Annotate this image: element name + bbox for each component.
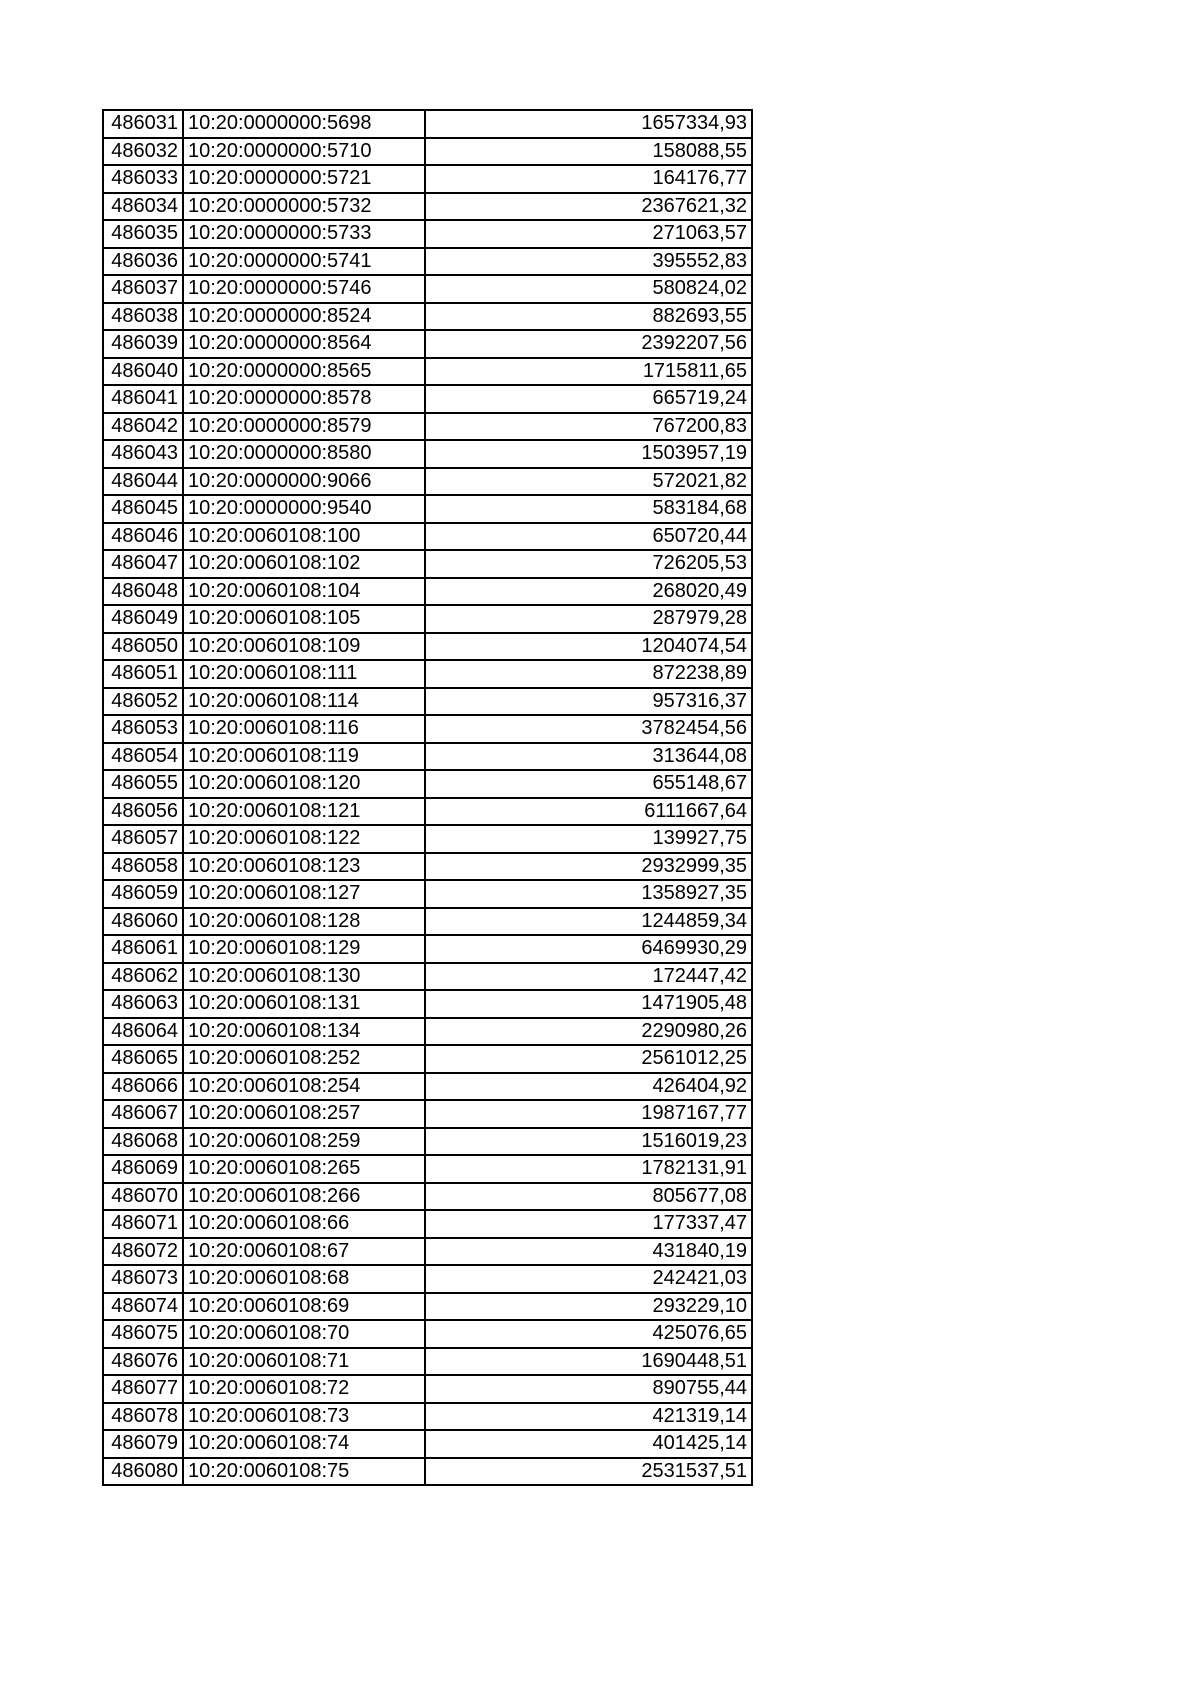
cadastral-value-cell: 1690448,51: [425, 1348, 752, 1376]
cadastral-value-cell: 1503957,19: [425, 440, 752, 468]
row-number-cell: 486035: [103, 220, 183, 248]
cadastral-number-cell: 10:20:0060108:102: [183, 550, 425, 578]
cadastral-value-cell: 2531537,51: [425, 1458, 752, 1486]
cadastral-value-cell: 2290980,26: [425, 1018, 752, 1046]
cadastral-number-cell: 10:20:0000000:5741: [183, 248, 425, 276]
cadastral-number-cell: 10:20:0060108:71: [183, 1348, 425, 1376]
table-row: [103, 1155, 752, 1183]
cadastral-number-cell: 10:20:0000000:8565: [183, 358, 425, 386]
table-row: [103, 935, 752, 963]
table-row: [103, 1100, 752, 1128]
cadastral-value-cell: 2392207,56: [425, 330, 752, 358]
cadastral-value-cell: 1987167,77: [425, 1100, 752, 1128]
cadastral-number-cell: 10:20:0060108:111: [183, 660, 425, 688]
table-row: [103, 1210, 752, 1238]
cadastral-value-cell: 268020,49: [425, 578, 752, 606]
table-row: [103, 523, 752, 551]
row-number-cell: 486050: [103, 633, 183, 661]
row-number-cell: 486031: [103, 110, 183, 138]
cadastral-number-cell: 10:20:0060108:75: [183, 1458, 425, 1486]
cadastral-number-cell: 10:20:0060108:123: [183, 853, 425, 881]
cadastral-value-cell: 1358927,35: [425, 880, 752, 908]
cadastral-number-cell: 10:20:0060108:129: [183, 935, 425, 963]
cadastral-number-cell: 10:20:0000000:5746: [183, 275, 425, 303]
table-row: [103, 550, 752, 578]
cadastral-number-cell: 10:20:0060108:257: [183, 1100, 425, 1128]
row-number-cell: 486063: [103, 990, 183, 1018]
cadastral-value-cell: 177337,47: [425, 1210, 752, 1238]
cadastral-number-cell: 10:20:0060108:259: [183, 1128, 425, 1156]
row-number-cell: 486043: [103, 440, 183, 468]
table-row: [103, 1183, 752, 1211]
table-row: [103, 193, 752, 221]
table-row: [103, 1018, 752, 1046]
table-row: [103, 358, 752, 386]
cadastral-value-cell: 1516019,23: [425, 1128, 752, 1156]
row-number-cell: 486052: [103, 688, 183, 716]
row-number-cell: 486042: [103, 413, 183, 441]
row-number-cell: 486051: [103, 660, 183, 688]
row-number-cell: 486062: [103, 963, 183, 991]
row-number-cell: 486053: [103, 715, 183, 743]
cadastral-number-cell: 10:20:0060108:122: [183, 825, 425, 853]
table-row: [103, 1293, 752, 1321]
table-row: [103, 1375, 752, 1403]
cadastral-number-cell: 10:20:0000000:9066: [183, 468, 425, 496]
cadastral-number-cell: 10:20:0060108:265: [183, 1155, 425, 1183]
table-row: [103, 440, 752, 468]
cadastral-value-cell: 957316,37: [425, 688, 752, 716]
cadastral-value-cell: 2367621,32: [425, 193, 752, 221]
cadastral-value-cell: 1657334,93: [425, 110, 752, 138]
cadastral-value-cell: 313644,08: [425, 743, 752, 771]
cadastral-number-cell: 10:20:0060108:114: [183, 688, 425, 716]
row-number-cell: 486037: [103, 275, 183, 303]
cadastral-value-cell: 395552,83: [425, 248, 752, 276]
document-page: [102, 109, 753, 1486]
row-number-cell: 486039: [103, 330, 183, 358]
cadastral-number-cell: 10:20:0060108:119: [183, 743, 425, 771]
table-row: [103, 853, 752, 881]
cadastral-number-cell: 10:20:0060108:74: [183, 1430, 425, 1458]
row-number-cell: 486058: [103, 853, 183, 881]
cadastral-value-cell: 431840,19: [425, 1238, 752, 1266]
row-number-cell: 486045: [103, 495, 183, 523]
table-row: [103, 825, 752, 853]
table-row: [103, 165, 752, 193]
cadastral-value-cell: 6469930,29: [425, 935, 752, 963]
table-row: [103, 1430, 752, 1458]
row-number-cell: 486071: [103, 1210, 183, 1238]
row-number-cell: 486059: [103, 880, 183, 908]
cadastral-number-cell: 10:20:0000000:5733: [183, 220, 425, 248]
cadastral-value-cell: 580824,02: [425, 275, 752, 303]
table-row: [103, 330, 752, 358]
table-row: [103, 798, 752, 826]
cadastral-number-cell: 10:20:0060108:70: [183, 1320, 425, 1348]
table-row: [103, 110, 752, 138]
row-number-cell: 486047: [103, 550, 183, 578]
row-number-cell: 486065: [103, 1045, 183, 1073]
row-number-cell: 486076: [103, 1348, 183, 1376]
row-number-cell: 486080: [103, 1458, 183, 1486]
row-number-cell: 486070: [103, 1183, 183, 1211]
cadastral-value-cell: 890755,44: [425, 1375, 752, 1403]
row-number-cell: 486069: [103, 1155, 183, 1183]
cadastral-number-cell: 10:20:0060108:128: [183, 908, 425, 936]
table-row: [103, 633, 752, 661]
cadastral-value-cell: 665719,24: [425, 385, 752, 413]
table-row: [103, 220, 752, 248]
table-row: [103, 1128, 752, 1156]
table-row: [103, 1320, 752, 1348]
cadastral-value-cell: 293229,10: [425, 1293, 752, 1321]
cadastral-value-cell: 172447,42: [425, 963, 752, 991]
cadastral-value-cell: 1204074,54: [425, 633, 752, 661]
cadastral-value-cell: 2932999,35: [425, 853, 752, 881]
cadastral-number-cell: 10:20:0060108:109: [183, 633, 425, 661]
table-row: [103, 1045, 752, 1073]
table-row: [103, 248, 752, 276]
table-row: [103, 1073, 752, 1101]
row-number-cell: 486033: [103, 165, 183, 193]
cadastral-value-cell: 1244859,34: [425, 908, 752, 936]
cadastral-value-cell: 6111667,64: [425, 798, 752, 826]
cadastral-number-cell: 10:20:0060108:121: [183, 798, 425, 826]
table-row: [103, 468, 752, 496]
cadastral-number-cell: 10:20:0000000:5732: [183, 193, 425, 221]
cadastral-number-cell: 10:20:0060108:73: [183, 1403, 425, 1431]
row-number-cell: 486061: [103, 935, 183, 963]
cadastral-value-cell: 164176,77: [425, 165, 752, 193]
row-number-cell: 486068: [103, 1128, 183, 1156]
cadastral-value-cell: 426404,92: [425, 1073, 752, 1101]
row-number-cell: 486073: [103, 1265, 183, 1293]
cadastral-number-cell: 10:20:0060108:266: [183, 1183, 425, 1211]
table-row: [103, 385, 752, 413]
cadastral-value-cell: 805677,08: [425, 1183, 752, 1211]
cadastral-value-cell: 872238,89: [425, 660, 752, 688]
cadastral-number-cell: 10:20:0060108:100: [183, 523, 425, 551]
row-number-cell: 486048: [103, 578, 183, 606]
cadastral-value-cell: 158088,55: [425, 138, 752, 166]
cadastral-value-cell: 882693,55: [425, 303, 752, 331]
row-number-cell: 486078: [103, 1403, 183, 1431]
table-row: [103, 715, 752, 743]
row-number-cell: 486038: [103, 303, 183, 331]
table-row: [103, 660, 752, 688]
cadastral-number-cell: 10:20:0060108:66: [183, 1210, 425, 1238]
cadastral-value-cell: 650720,44: [425, 523, 752, 551]
cadastral-value-cell: 572021,82: [425, 468, 752, 496]
cadastral-number-cell: 10:20:0000000:8580: [183, 440, 425, 468]
row-number-cell: 486064: [103, 1018, 183, 1046]
cadastral-number-cell: 10:20:0060108:104: [183, 578, 425, 606]
table-row: [103, 605, 752, 633]
cadastral-value-cell: 3782454,56: [425, 715, 752, 743]
row-number-cell: 486055: [103, 770, 183, 798]
table-body: [103, 110, 752, 1485]
cadastral-value-cell: 2561012,25: [425, 1045, 752, 1073]
row-number-cell: 486074: [103, 1293, 183, 1321]
cadastral-number-cell: 10:20:0060108:134: [183, 1018, 425, 1046]
cadastral-value-cell: 1782131,91: [425, 1155, 752, 1183]
cadastral-number-cell: 10:20:0060108:254: [183, 1073, 425, 1101]
table-row: [103, 578, 752, 606]
row-number-cell: 486056: [103, 798, 183, 826]
table-row: [103, 275, 752, 303]
cadastral-value-cell: 139927,75: [425, 825, 752, 853]
table-row: [103, 303, 752, 331]
table-row: [103, 1403, 752, 1431]
cadastral-number-cell: 10:20:0000000:8564: [183, 330, 425, 358]
table-row: [103, 880, 752, 908]
row-number-cell: 486032: [103, 138, 183, 166]
row-number-cell: 486075: [103, 1320, 183, 1348]
row-number-cell: 486077: [103, 1375, 183, 1403]
cadastral-number-cell: 10:20:0000000:8579: [183, 413, 425, 441]
cadastral-value-cell: 287979,28: [425, 605, 752, 633]
cadastral-value-cell: 655148,67: [425, 770, 752, 798]
row-number-cell: 486036: [103, 248, 183, 276]
cadastral-number-cell: 10:20:0060108:116: [183, 715, 425, 743]
cadastral-number-cell: 10:20:0060108:105: [183, 605, 425, 633]
table-row: [103, 1265, 752, 1293]
table-row: [103, 495, 752, 523]
cadastral-value-cell: 421319,14: [425, 1403, 752, 1431]
table-row: [103, 688, 752, 716]
cadastral-number-cell: 10:20:0060108:131: [183, 990, 425, 1018]
cadastral-number-cell: 10:20:0060108:69: [183, 1293, 425, 1321]
cadastral-value-cell: 583184,68: [425, 495, 752, 523]
cadastral-value-cell: 1471905,48: [425, 990, 752, 1018]
cadastral-number-cell: 10:20:0060108:127: [183, 880, 425, 908]
table-row: [103, 1458, 752, 1486]
row-number-cell: 486066: [103, 1073, 183, 1101]
table-row: [103, 413, 752, 441]
row-number-cell: 486046: [103, 523, 183, 551]
table-row: [103, 770, 752, 798]
table-row: [103, 1348, 752, 1376]
cadastral-value-cell: 1715811,65: [425, 358, 752, 386]
cadastral-number-cell: 10:20:0060108:68: [183, 1265, 425, 1293]
cadastral-value-cell: 726205,53: [425, 550, 752, 578]
table-row: [103, 990, 752, 1018]
cadastral-number-cell: 10:20:0060108:252: [183, 1045, 425, 1073]
row-number-cell: 486044: [103, 468, 183, 496]
cadastral-value-cell: 425076,65: [425, 1320, 752, 1348]
table-row: [103, 908, 752, 936]
row-number-cell: 486054: [103, 743, 183, 771]
cadastral-value-cell: 401425,14: [425, 1430, 752, 1458]
cadastral-number-cell: 10:20:0000000:5698: [183, 110, 425, 138]
cadastral-number-cell: 10:20:0000000:5710: [183, 138, 425, 166]
cadastral-number-cell: 10:20:0060108:130: [183, 963, 425, 991]
table-row: [103, 743, 752, 771]
cadastral-number-cell: 10:20:0060108:120: [183, 770, 425, 798]
table-row: [103, 1238, 752, 1266]
cadastral-number-cell: 10:20:0000000:8524: [183, 303, 425, 331]
row-number-cell: 486079: [103, 1430, 183, 1458]
table-row: [103, 963, 752, 991]
row-number-cell: 486041: [103, 385, 183, 413]
cadastral-number-cell: 10:20:0060108:67: [183, 1238, 425, 1266]
cadastral-number-cell: 10:20:0000000:8578: [183, 385, 425, 413]
cadastral-number-cell: 10:20:0000000:9540: [183, 495, 425, 523]
row-number-cell: 486034: [103, 193, 183, 221]
table-row: [103, 138, 752, 166]
cadastral-value-table: [102, 109, 753, 1486]
cadastral-value-cell: 767200,83: [425, 413, 752, 441]
cadastral-number-cell: 10:20:0060108:72: [183, 1375, 425, 1403]
row-number-cell: 486049: [103, 605, 183, 633]
row-number-cell: 486060: [103, 908, 183, 936]
row-number-cell: 486067: [103, 1100, 183, 1128]
cadastral-number-cell: 10:20:0000000:5721: [183, 165, 425, 193]
row-number-cell: 486040: [103, 358, 183, 386]
row-number-cell: 486072: [103, 1238, 183, 1266]
cadastral-value-cell: 242421,03: [425, 1265, 752, 1293]
cadastral-value-cell: 271063,57: [425, 220, 752, 248]
row-number-cell: 486057: [103, 825, 183, 853]
